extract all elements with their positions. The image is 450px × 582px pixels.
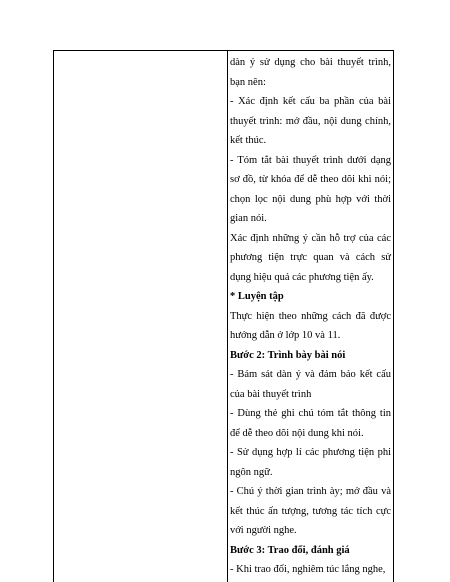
paragraph-outline: - Bám sát dàn ý và đảm bảo kết cấu của bài thuyết trình (230, 369, 391, 400)
paragraph-discussion: - Khi trao đổi, nghiêm túc lắng nghe, (230, 564, 386, 575)
paragraph-visual-aids: Xác định những ý cần hỗ trợ của các phương tiện trực quan và cách sử dụng hiệu quả các phương tiện ấy. (230, 232, 391, 283)
paragraph-summary: - Tóm tắt bài thuyết trình dưới dạng sơ đồ, từ khóa để dễ theo dõi khi nói; chọn lọc nội dung phù hợp với thời gian nói. (230, 154, 391, 224)
column-divider (227, 50, 228, 582)
paragraph-intro: dàn ý sử dụng cho bài thuyết trình, bạn nên: (230, 57, 391, 88)
right-cell (230, 53, 391, 580)
paragraph-structure: - Xác định kết cấu ba phần của bài thuyết trình: mở đầu, nội dung chính, kết thúc. (230, 96, 391, 146)
paragraph-practice: Thực hiện theo những cách đã được hướng dẫn ở lớp 10 và 11. (230, 310, 391, 341)
heading-step-2: Bước 2: Trình bày bài nói (230, 349, 346, 361)
paragraph-note-cards: - Dùng thẻ ghi chú tóm tắt thông tin để dễ theo dõi nội dung khi nói. (230, 408, 391, 439)
paragraph-timing: - Chú ý thời gian trình ày; mở đầu và kết thúc ấn tượng, tương tác tích cực với người nghe. (230, 486, 391, 536)
heading-step-3: Bước 3: Trao đổi, đánh giá (230, 544, 350, 556)
paragraph-nonverbal: - Sử dụng hợp lí các phương tiện phi ngôn ngữ. (230, 447, 391, 478)
heading-practice: * Luyện tập (230, 291, 284, 302)
